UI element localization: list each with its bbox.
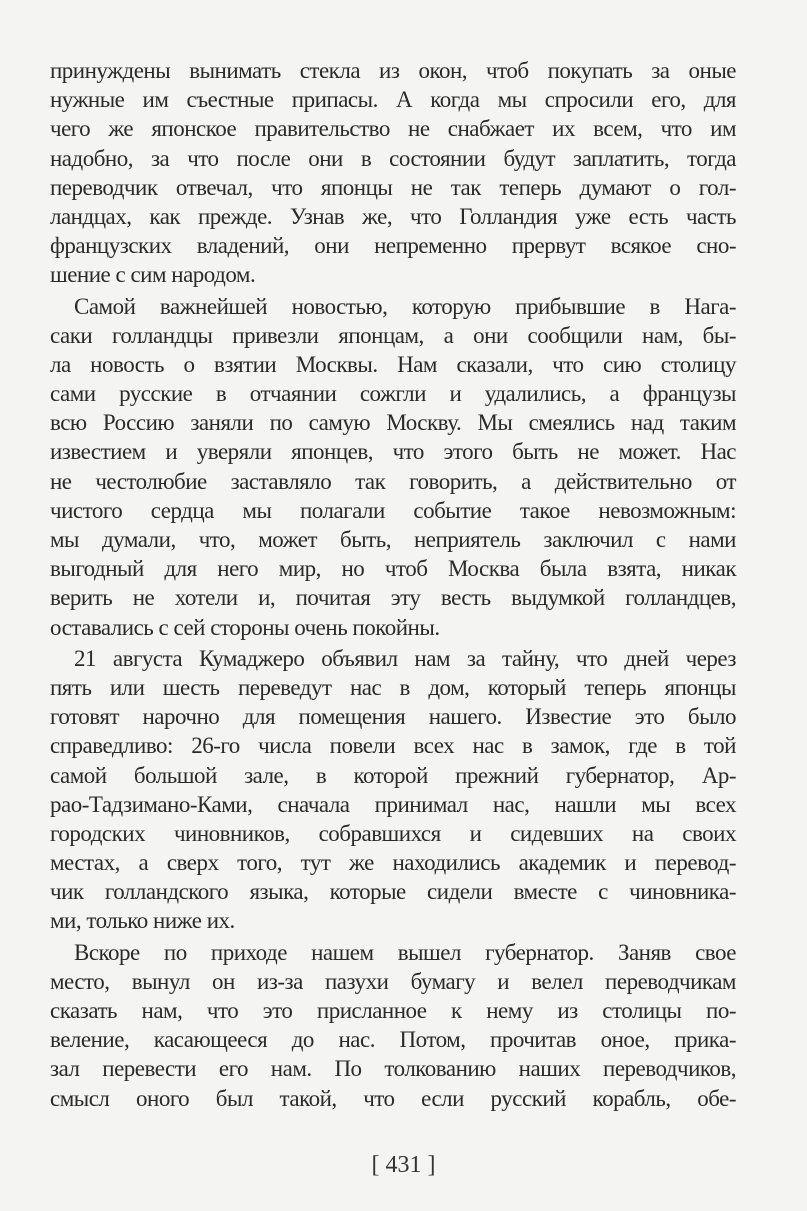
text-line: сами русские в отчаянии сожгли и удалились, а французы (50, 381, 736, 407)
text-line: Самой важнейшей новостью, которую прибывшие в Нага- (74, 293, 736, 319)
text-line: мы думали, что, может быть, неприятель заключил с нами (50, 527, 736, 552)
text-line: городских чиновников, собравшихся и сидевших на своих (50, 820, 736, 846)
paragraph (50, 644, 736, 936)
text-line: чик голландского языка, которые сидели вместе с чиновника- (50, 879, 736, 905)
text-line: чистого сердца мы полагали событие такое невозможным: (50, 497, 736, 523)
text-line: веление, касающееся до нас. Потом, прочитав оное, прика- (50, 1027, 736, 1053)
text-line: пять или шесть переведут нас в дом, который теперь японцы (50, 674, 736, 700)
text-line: переводчик отвечал, что японцы не так теперь думают о гол- (50, 174, 736, 200)
text-line: зал перевести его нам. По толкованию наших переводчиков, (50, 1056, 736, 1082)
text-line: местах, а сверх того, тут же находились академик и перевод- (50, 850, 736, 876)
page-number: [ 431 ] (371, 1152, 436, 1178)
book-page-body (50, 56, 736, 1115)
text-line: Вскоре по приходе нашем вышел губернатор. Заняв свое (74, 939, 736, 965)
text-line: смысл оного был такой, что если русский корабль, обе- (50, 1085, 736, 1111)
text-line: французских владений, они непременно прервут всякое сно- (50, 233, 736, 259)
text-line: ла новость о взятии Москвы. Нам сказали, что сию столицу (50, 351, 736, 377)
text-line: 21 августа Кумаджеро объявил нам за тайну, что дней через (74, 645, 736, 671)
text-line: ми, только ниже их. (50, 908, 235, 934)
text-line: нужные им съестные припасы. А когда мы спросили его, для (50, 87, 736, 113)
text-line: надобно, за что после они в состоянии будут заплатить, тогда (50, 145, 736, 171)
text-line: ландцах, как прежде. Узнав же, что Голландия уже есть часть (50, 203, 736, 229)
text-line: саки голландцы привезли японцам, а они сообщили нам, бы- (50, 322, 736, 348)
text-line: место, вынул он из-за пазухи бумагу и велел переводчикам (50, 968, 736, 994)
text-line: известием и уверяли японцев, что этого быть не может. Нас (50, 439, 736, 465)
paragraph (50, 56, 736, 290)
text-line: выгодный для него мир, но чтоб Москва была взята, никак (50, 556, 736, 582)
text-line: принуждены вынимать стекла из окон, чтоб покупать за оные (50, 58, 736, 83)
text-line: оставались с сей стороны очень покойны. (50, 614, 440, 640)
text-line: справедливо: 26-го числа повели всех нас в замок, где в той (50, 733, 736, 759)
paragraph (50, 938, 736, 1113)
text-line: готовят нарочно для помещения нашего. Известие это было (50, 704, 736, 730)
text-line: чего же японское правительство не снабжает их всем, что им (50, 116, 736, 142)
text-line: шение с сим народом. (50, 262, 256, 288)
text-line: всю Россию заняли по самую Москву. Мы смеялись над таким (50, 410, 736, 436)
paragraph (50, 292, 736, 642)
text-line: сказать нам, что это присланное к нему из столицы по- (50, 998, 736, 1023)
text-line: не честолюбие заставляло так говорить, а действительно от (50, 468, 736, 494)
text-line: самой большой зале, в которой прежний губернатор, Ар- (50, 762, 736, 788)
text-line: рао-Тадзимано-Ками, сначала принимал нас, нашли мы всех (50, 791, 736, 817)
text-line: верить не хотели и, почитая эту весть выдумкой голландцев, (50, 585, 736, 611)
